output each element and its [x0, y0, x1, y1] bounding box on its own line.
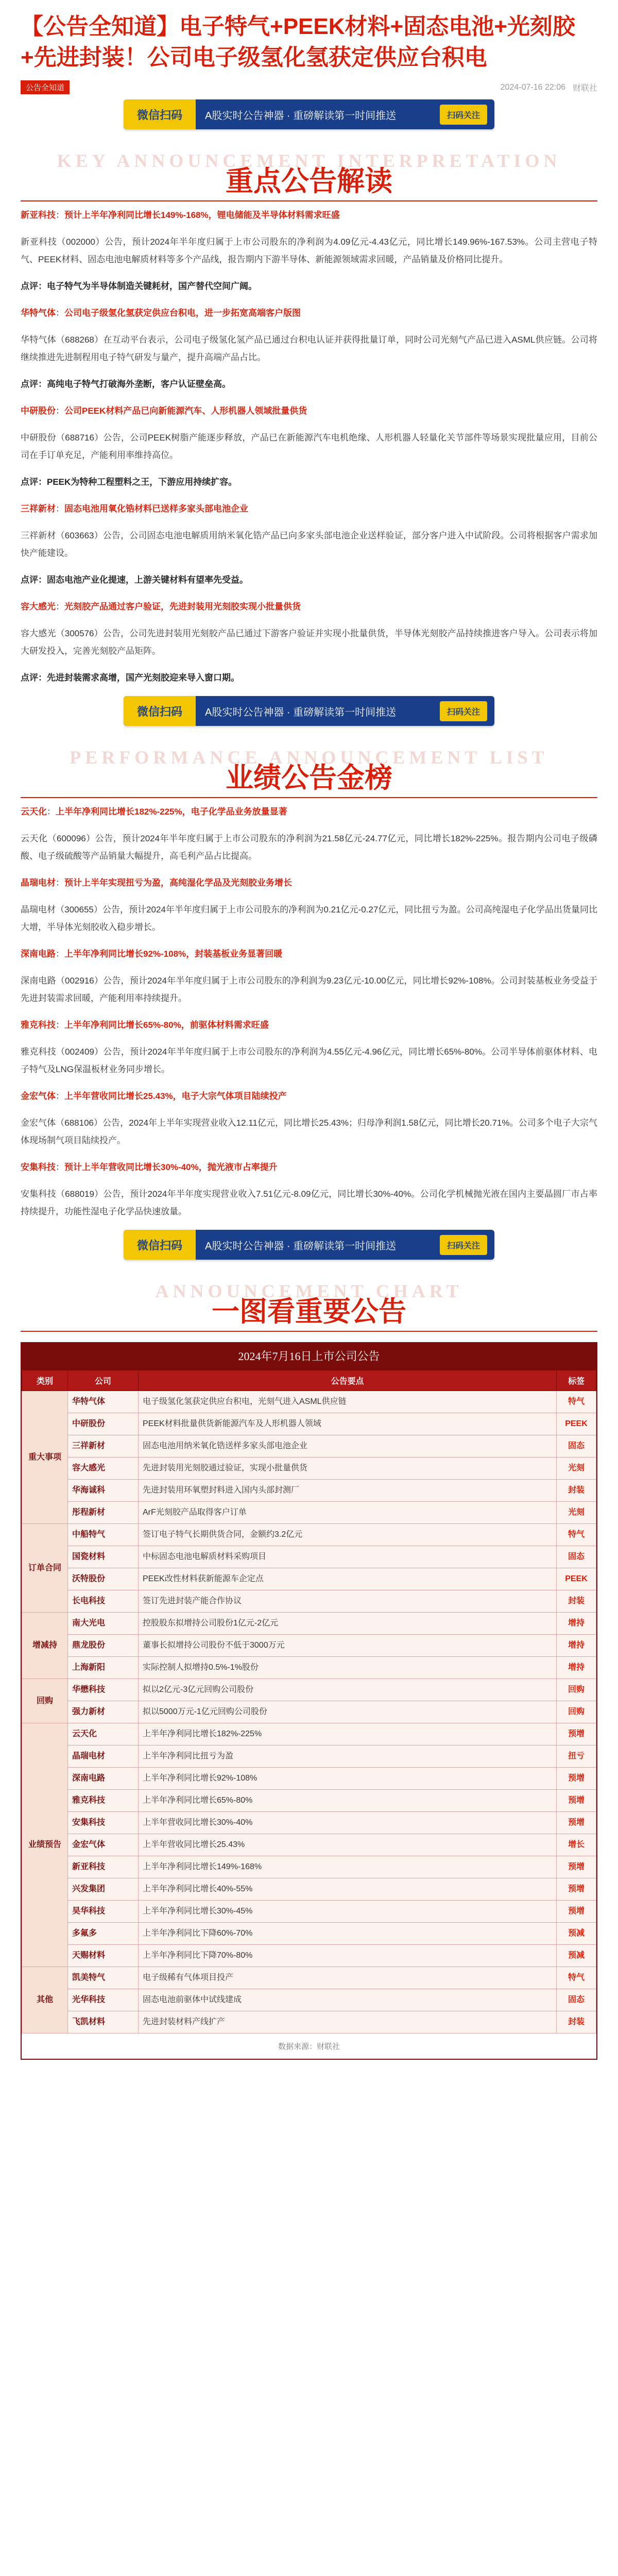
headline-text: 预计上半年实现扭亏为盈，高纯湿化学品及光刻胶业务增长 [64, 878, 292, 888]
tag-cell: 光刻 [557, 1458, 596, 1480]
tag-cell: 扭亏 [557, 1745, 596, 1768]
section-perf-title: 业绩公告金榜 [226, 762, 392, 793]
banner-logo: 微信扫码 [124, 99, 196, 129]
section-chart-header [21, 1280, 597, 1332]
source-label: 财联社 [572, 84, 597, 93]
table-row [22, 1967, 596, 1989]
separator: ： [56, 1162, 64, 1172]
article-body: 三祥新材（603663）公告，公司固态电池电解质用纳米氧化锆产品已向多家头部电池企业送样验证，部分客户进入中试阶段。公司将根据客户需求加快产能建设。 [21, 531, 597, 558]
article-headline [21, 1016, 597, 1034]
company-cell[interactable]: 新亚科技 [68, 1856, 139, 1878]
col-header: 公告要点 [139, 1370, 557, 1391]
headline-text: 上半年营收同比增长25.43%，电子大宗气体项目陆续投产 [64, 1091, 287, 1101]
tag-cell: 增持 [557, 1635, 596, 1657]
company-cell[interactable]: 凯美特气 [68, 1967, 139, 1989]
headline-text: 上半年净利同比增长182%-225%，电子化学品业务放量显著 [56, 807, 287, 817]
article-note: 点评：固态电池产业化提速，上游关键材料有望率先受益。 [21, 575, 248, 585]
tag-cell: 预增 [557, 1901, 596, 1923]
section-chart-bg: ANNOUNCEMENT CHART [155, 1281, 463, 1301]
announcement-table-title: 2024年7月16日上市公司公告 [22, 1343, 596, 1370]
section-key-title: 重点公告解读 [226, 166, 392, 197]
qr-banner-mid[interactable] [124, 696, 494, 726]
company-cell[interactable]: 沃特股份 [68, 1568, 139, 1590]
headline-text: 固态电池用氧化锆材料已送样多家头部电池企业 [64, 504, 248, 514]
company-cell[interactable]: 国瓷材料 [68, 1546, 139, 1568]
article-headline [21, 598, 597, 616]
table-row [22, 1923, 596, 1945]
summary-cell: 上半年营收同比增长25.43% [139, 1834, 557, 1856]
tag-cell: 封装 [557, 1590, 596, 1613]
table-row [22, 1568, 596, 1590]
company-cell[interactable]: 天赐材料 [68, 1945, 139, 1967]
tag-cell: 回购 [557, 1679, 596, 1701]
tag-cell: 预增 [557, 1723, 596, 1745]
company-name[interactable]: 新亚科技 [21, 210, 56, 220]
summary-cell: 电子级稀有气体项目投产 [139, 1967, 557, 1989]
summary-cell: 中标固态电池电解质材料采购项目 [139, 1546, 557, 1568]
banner-text: A股实时公告神器 · 重磅解读第一时间推送 [205, 110, 397, 122]
table-row [22, 1524, 596, 1546]
company-name[interactable]: 晶瑞电材 [21, 878, 56, 888]
column-tag[interactable]: 公告全知道 [21, 80, 70, 94]
table-row [22, 1413, 596, 1435]
table-row [22, 1901, 596, 1923]
summary-cell: 签订先进封装产能合作协议 [139, 1590, 557, 1613]
table-row [22, 1945, 596, 1967]
tag-cell: 增持 [557, 1613, 596, 1635]
company-cell[interactable]: 华特气体 [68, 1391, 139, 1413]
category-cell: 业绩预告 [22, 1723, 68, 1967]
table-row [22, 1502, 596, 1524]
table-row [22, 1435, 596, 1458]
banner-text: A股实时公告神器 · 重磅解读第一时间推送 [205, 1240, 397, 1252]
article-body: 晶瑞电材（300655）公告，预计2024年半年度归属于上市公司股东的净利润为0.21亿元-0.27亿元，同比扭亏为盈。公司高纯湿电子化学品出货量同比大增，半导体光刻胶收入稳步增长。 [21, 905, 597, 932]
article-headline [21, 874, 597, 892]
company-cell[interactable]: 多氟多 [68, 1923, 139, 1945]
summary-cell: 上半年净利同比增长182%-225% [139, 1723, 557, 1745]
company-cell[interactable]: 兴发集团 [68, 1878, 139, 1901]
col-header: 类别 [22, 1370, 68, 1391]
company-name[interactable]: 云天化 [21, 807, 47, 817]
key-articles [21, 207, 597, 687]
article-body: 安集科技（688019）公告，预计2024年半年度实现营业收入7.51亿元-8.09亿元，同比增长30%-40%。公司化学机械抛光液在国内主要晶圆厂市占率持续提升，功能性湿电子化学品快速放量。 [21, 1189, 597, 1216]
summary-cell: 先进封装用环氧塑封料进入国内头部封测厂 [139, 1480, 557, 1502]
col-header: 标签 [557, 1370, 596, 1391]
tag-cell: 特气 [557, 1391, 596, 1413]
company-name[interactable]: 金宏气体 [21, 1091, 56, 1101]
tag-cell: 预增 [557, 1856, 596, 1878]
company-cell[interactable]: 深南电路 [68, 1768, 139, 1790]
table-row [22, 1458, 596, 1480]
separator: ： [56, 949, 64, 959]
article-headline [21, 207, 597, 224]
article-note: 点评：PEEK为特种工程塑料之王，下游应用持续扩容。 [21, 477, 237, 487]
category-cell: 重大事项 [22, 1391, 68, 1524]
article-headline [21, 803, 597, 821]
tag-cell: 封装 [557, 2011, 596, 2033]
tag-cell: 增持 [557, 1657, 596, 1679]
summary-cell: PEEK材料批量供货新能源汽车及人形机器人领域 [139, 1413, 557, 1435]
summary-cell: 固态电池前驱体中试线建成 [139, 1989, 557, 2011]
headline-text: 公司PEEK材料产品已向新能源汽车、人形机器人领域批量供货 [64, 406, 307, 416]
tag-cell: 回购 [557, 1701, 596, 1723]
section-perf-bg: PERFORMANCE ANNOUNCEMENT LIST [70, 747, 548, 768]
table-row [22, 1657, 596, 1679]
company-cell[interactable]: 南大光电 [68, 1613, 139, 1635]
table-row [22, 1701, 596, 1723]
table-row [22, 1613, 596, 1635]
table-header-row [22, 1370, 596, 1391]
publish-date: 2024-07-16 22:06 [500, 82, 565, 92]
summary-cell: 上半年净利同比下降70%-80% [139, 1945, 557, 1967]
summary-cell: PEEK改性材料获新能源车企定点 [139, 1568, 557, 1590]
headline-text: 公司电子级氢化氢获定供应台积电，进一步拓宽高端客户版图 [64, 308, 301, 318]
company-cell[interactable]: 雅克科技 [68, 1790, 139, 1812]
separator: ： [56, 210, 64, 220]
article-title: 【公告全知道】电子特气+PEEK材料+固态电池+光刻胶+先进封装！公司电子级氢化氢获定供应台积电 [21, 14, 575, 70]
headline-text: 上半年净利同比增长65%-80%，前驱体材料需求旺盛 [64, 1020, 269, 1030]
section-key-bg: KEY ANNOUNCEMENT INTERPRETATION [57, 150, 561, 171]
separator: ： [56, 878, 64, 888]
col-header: 公司 [68, 1370, 139, 1391]
summary-cell: 上半年净利同比增长65%-80% [139, 1790, 557, 1812]
announcement-table-wrap [21, 1342, 597, 2060]
company-cell[interactable]: 三祥新材 [68, 1435, 139, 1458]
table-row [22, 1723, 596, 1745]
company-cell[interactable]: 中船特气 [68, 1524, 139, 1546]
qr-banner-bottom[interactable] [124, 1230, 494, 1260]
company-name[interactable]: 雅克科技 [21, 1020, 56, 1030]
company-cell[interactable]: 强力新材 [68, 1701, 139, 1723]
company-cell[interactable]: 上海新阳 [68, 1657, 139, 1679]
headline-text: 上半年净利同比增长92%-108%，封装基板业务显著回暖 [64, 949, 283, 959]
tag-cell: PEEK [557, 1568, 596, 1590]
tag-cell: 固态 [557, 1546, 596, 1568]
summary-cell: 董事长拟增持公司股份不低于3000万元 [139, 1635, 557, 1657]
table-row [22, 1635, 596, 1657]
article-body: 中研股份（688716）公告，公司PEEK树脂产能逐步释放，产品已在新能源汽车电机绝缘、人形机器人轻量化关节部件等场景实现批量应用，目前公司在手订单充足，产能利用率维持高位。 [21, 433, 597, 460]
company-cell[interactable]: 飞凯材料 [68, 2011, 139, 2033]
company-cell[interactable]: 彤程新材 [68, 1502, 139, 1524]
tag-cell: PEEK [557, 1413, 596, 1435]
separator: ： [56, 602, 64, 612]
article-title-wrap [0, 0, 618, 73]
separator: ： [56, 504, 64, 514]
summary-cell: 控股股东拟增持公司股份1亿元-2亿元 [139, 1613, 557, 1635]
table-row [22, 1480, 596, 1502]
article-headline [21, 945, 597, 963]
company-name[interactable]: 中研股份 [21, 406, 56, 416]
table-row [22, 1546, 596, 1568]
summary-cell: 上半年净利同比增长149%-168% [139, 1856, 557, 1878]
company-cell[interactable]: 光华科技 [68, 1989, 139, 2011]
summary-cell: 上半年净利同比增长40%-55% [139, 1878, 557, 1901]
summary-cell: 上半年营收同比增长30%-40% [139, 1812, 557, 1834]
summary-cell: 上半年净利同比扭亏为盈 [139, 1745, 557, 1768]
tag-cell: 预减 [557, 1945, 596, 1967]
table-footer: 数据来源：财联社 [278, 2042, 340, 2051]
tag-cell: 封装 [557, 1480, 596, 1502]
table-row [22, 1878, 596, 1901]
table-row [22, 1790, 596, 1812]
company-cell[interactable]: 安集科技 [68, 1812, 139, 1834]
headline-text: 预计上半年营收同比增长30%-40%，抛光液市占率提升 [64, 1162, 278, 1172]
company-cell[interactable]: 容大感光 [68, 1458, 139, 1480]
article-headline [21, 304, 597, 322]
article-headline [21, 1159, 597, 1176]
article-body: 华特气体（688268）在互动平台表示，公司电子级氢化氢产品已通过台积电认证并获得批量订单，同时公司光刻气产品已进入ASML供应链。公司将继续推进先进制程用电子特气研发与量产，提升高端产品占比。 [21, 335, 597, 362]
section-chart-title: 一图看重要公告 [212, 1296, 406, 1327]
tag-cell: 预减 [557, 1923, 596, 1945]
tag-cell: 固态 [557, 1989, 596, 2011]
section-key-header [21, 150, 597, 201]
summary-cell: 先进封装材料产线扩产 [139, 2011, 557, 2033]
tag-cell: 预增 [557, 1790, 596, 1812]
article-meta [21, 80, 597, 94]
table-row [22, 2011, 596, 2033]
banner-button[interactable]: 扫码关注 [440, 1235, 487, 1255]
tag-cell: 预增 [557, 1812, 596, 1834]
summary-cell: 上半年净利同比增长92%-108% [139, 1768, 557, 1790]
separator: ： [56, 1091, 64, 1101]
company-cell[interactable]: 云天化 [68, 1723, 139, 1745]
summary-cell: ArF光刻胶产品取得客户订单 [139, 1502, 557, 1524]
headline-text: 预计上半年净利同比增长149%-168%，锂电储能及半导体材料需求旺盛 [64, 210, 340, 220]
table-row [22, 1745, 596, 1768]
company-name[interactable]: 安集科技 [21, 1162, 56, 1172]
summary-cell: 先进封装用光刻胶通过验证，实现小批量供货 [139, 1458, 557, 1480]
summary-cell: 拟以2亿元-3亿元回购公司股份 [139, 1679, 557, 1701]
separator: ： [56, 1020, 64, 1030]
announcement-table [22, 1370, 596, 2033]
company-cell[interactable]: 昊华科技 [68, 1901, 139, 1923]
category-cell: 订单合同 [22, 1524, 68, 1613]
article-note: 点评：电子特气为半导体制造关键耗材，国产替代空间广阔。 [21, 281, 257, 291]
article-body: 容大感光（300576）公告，公司先进封装用光刻胶产品已通过下游客户验证并实现小批量供货，半导体光刻胶产品持续推进客户导入。公司表示将加大研发投入，完善光刻胶产品矩阵。 [21, 629, 597, 656]
company-name[interactable]: 深南电路 [21, 949, 56, 959]
tag-cell: 预增 [557, 1768, 596, 1790]
table-row [22, 1768, 596, 1790]
banner-logo: 微信扫码 [124, 696, 196, 726]
banner-text: A股实时公告神器 · 重磅解读第一时间推送 [205, 706, 397, 718]
banner-button[interactable]: 扫码关注 [440, 105, 487, 125]
company-cell[interactable]: 华懋科技 [68, 1679, 139, 1701]
summary-cell: 签订电子特气长期供货合同，金额约3.2亿元 [139, 1524, 557, 1546]
banner-logo: 微信扫码 [124, 1230, 196, 1260]
company-cell[interactable]: 长电科技 [68, 1590, 139, 1613]
article-note: 点评：高纯电子特气打破海外垄断，客户认证壁垒高。 [21, 379, 231, 389]
tag-cell: 光刻 [557, 1502, 596, 1524]
separator: ： [56, 308, 64, 318]
summary-cell: 上半年净利同比下降60%-70% [139, 1923, 557, 1945]
category-cell: 回购 [22, 1679, 68, 1723]
headline-text: 光刻胶产品通过客户验证，先进封装用光刻胶实现小批量供货 [64, 602, 301, 612]
separator: ： [47, 807, 56, 817]
category-cell: 增减持 [22, 1613, 68, 1679]
table-row [22, 1856, 596, 1878]
article-headline [21, 500, 597, 518]
article-body: 云天化（600096）公告，预计2024年半年度归属于上市公司股东的净利润为21.58亿元-24.77亿元，同比增长182%-225%。报告期内公司电子级磷酸、电子级硫酸等产品销量大幅提升，高毛利产品占比提高。 [21, 834, 597, 861]
table-row [22, 1590, 596, 1613]
category-cell: 其他 [22, 1967, 68, 2033]
table-row [22, 1391, 596, 1413]
table-row [22, 1679, 596, 1701]
article-note: 点评：先进封装需求高增，国产光刻胶迎来导入窗口期。 [21, 673, 239, 683]
article-body: 新亚科技（002000）公告，预计2024年半年度归属于上市公司股东的净利润为4.09亿元-4.43亿元，同比增长149.96%-167.53%。公司主营电子特气、PEEK材料、固态电池电解质材料等多个产品线，报告期内下游半导体、新能源领域需求回暖，产品销量及价格同比提升。 [21, 237, 597, 264]
company-cell[interactable]: 金宏气体 [68, 1834, 139, 1856]
tag-cell: 特气 [557, 1524, 596, 1546]
company-cell[interactable]: 鼎龙股份 [68, 1635, 139, 1657]
summary-cell: 上半年净利同比增长30%-45% [139, 1901, 557, 1923]
tag-cell: 预增 [557, 1878, 596, 1901]
table-row [22, 1834, 596, 1856]
article-body: 金宏气体（688106）公告，2024年上半年实现营业收入12.11亿元，同比增长25.43%；归母净利润1.58亿元，同比增长20.71%。公司多个电子大宗气体现场制气项目陆续投产。 [21, 1118, 597, 1145]
company-cell[interactable]: 中研股份 [68, 1413, 139, 1435]
tag-cell: 固态 [557, 1435, 596, 1458]
section-perf-header [21, 747, 597, 798]
company-name[interactable]: 华特气体 [21, 308, 56, 318]
summary-cell: 固态电池用纳米氧化锆送样多家头部电池企业 [139, 1435, 557, 1458]
company-name[interactable]: 容大感光 [21, 602, 56, 612]
perf-articles [21, 803, 597, 1221]
separator: ： [56, 406, 64, 416]
summary-cell: 电子级氢化氢获定供应台积电，光刻气进入ASML供应链 [139, 1391, 557, 1413]
table-row [22, 1989, 596, 2011]
banner-button[interactable]: 扫码关注 [440, 701, 487, 721]
summary-cell: 实际控制人拟增持0.5%-1%股份 [139, 1657, 557, 1679]
article-headline [21, 402, 597, 420]
company-cell[interactable]: 晶瑞电材 [68, 1745, 139, 1768]
table-row [22, 1812, 596, 1834]
qr-banner-top[interactable] [124, 99, 494, 129]
article-body: 深南电路（002916）公告，预计2024年半年度归属于上市公司股东的净利润为9.23亿元-10.00亿元，同比增长92%-108%。公司封装基板业务受益于先进封装需求回暖，产能利用率持续提升。 [21, 976, 597, 1003]
summary-cell: 拟以5000万元-1亿元回购公司股份 [139, 1701, 557, 1723]
tag-cell: 特气 [557, 1967, 596, 1989]
article-body: 雅克科技（002409）公告，预计2024年半年度归属于上市公司股东的净利润为4.55亿元-4.96亿元，同比增长65%-80%。公司半导体前驱体材料、电子特气及LNG保温板材业务同步增长。 [21, 1047, 597, 1074]
company-cell[interactable]: 华海诚科 [68, 1480, 139, 1502]
article-headline [21, 1088, 597, 1105]
company-name[interactable]: 三祥新材 [21, 504, 56, 514]
tag-cell: 增长 [557, 1834, 596, 1856]
